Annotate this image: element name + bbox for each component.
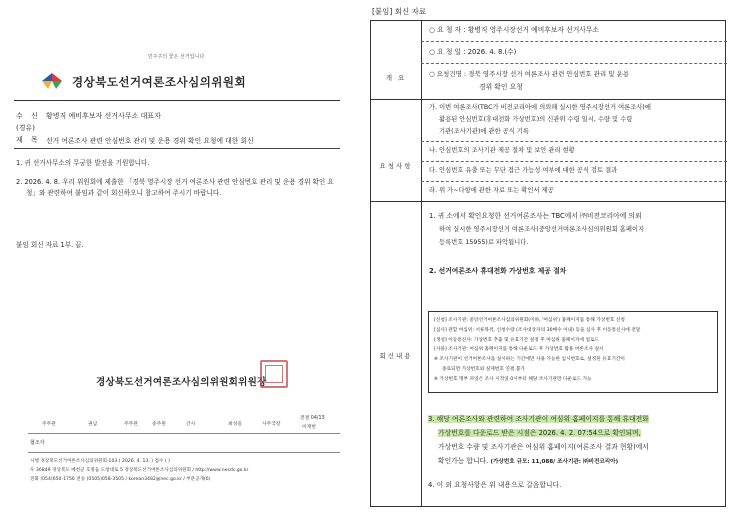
request-item-ga-3: 기관(조사기관)에 관한 공식 기록 [439, 128, 529, 135]
request-item-ra: 라. 위 가~다항에 관한 자료 또는 확인서 제공 [429, 187, 554, 194]
via-row [16, 123, 35, 133]
virtual-number-summary: (가상번호 규모: 11,088/ 조사기관: ㈜비전코리아) [490, 459, 619, 465]
approval-name-2: 송주원 [152, 422, 166, 427]
recipient-value: 황병직 예비후보자 선거사무소 대표자 [46, 112, 161, 120]
cooperator-label: 협조자 [30, 440, 45, 446]
header-divider [14, 100, 340, 101]
official-reply-letter [0, 0, 352, 517]
overview-request-gist-1: ○ 요청건명 : 경북 영주시장 선거 여론조사 관련 안심번호 관리 및 운용 [429, 70, 630, 78]
procedure-box [428, 311, 718, 393]
election-commission-logo-icon [40, 71, 64, 91]
procedure-note-1: ※ 조사기관이 선거여론조사를 실시하는 기간에만 사용 가능한 임시번호로, 설정된 유효기간이 [434, 357, 625, 363]
reply-item-3-line-1-text: 3. 해당 여론조사와 관련하여 조사기관이 여심위 홈페이지를 통해 휴대전화 [428, 415, 649, 423]
reply-item-3-line-3: 가상번호 수량 및 조사기관은 여심위 홈페이지(여론조사 결과 현황)에서 [438, 443, 649, 451]
reply-item-1-line-2: 하여 실시한 영주시장선거 여론조사(중앙선거여론조사심의위원회 홈페이지 [439, 226, 645, 233]
approval-divider [28, 433, 340, 434]
footer-line-3: 전화 (054)650-1756 전송 (0505)058-3505 / korean3482@nec.go.kr / 부분공개(6) [30, 477, 211, 482]
subject-value: 선거 여론조사 관련 안심번호 관리 및 운용 경위 확인 요청에 대한 회신 [46, 137, 254, 145]
attachment-caption: [붙임] 회신 자료 [372, 7, 427, 16]
overview-request-date: ○ 요 청 일 : 2026. 4. 8.(수) [429, 48, 517, 56]
reply-item-3-line-4-text: 확인가능 합니다. [438, 457, 489, 465]
paragraph-2: 2. 2026. 4. 8. 우리 위원회에 제출한 「경북 영주시장 선거 여론조사 관련 안심번호 관리 및 운용 경위 확인 요청」와 관련하여 붙임과 같이 회신하오니 참고하여 주시기 바랍니다. [16, 178, 334, 197]
procedure-step-use: [사용] 조사기관: 여심위 홈페이지를 통해 다운로드 후 가상번호 활용 여론조사 실시 [434, 347, 604, 353]
reply-item-1-line-1: 1. 귀 소에서 확인요청한 선거여론조사는 TBC에서 ㈜비전코리아에 의뢰 [429, 212, 642, 220]
request-row-divider-1 [421, 141, 727, 142]
section-label-overview: 개 요 [385, 74, 407, 82]
request-row-divider-3 [421, 181, 727, 182]
reply-item-3-line-2 [438, 428, 720, 439]
recipient-label: 수 신 [16, 112, 41, 120]
procedure-step-review: [심사] 관할 여심위: 서류목적, 신청수량 (조사대상자의 30배수 이내) 등을 심사 후 이동통신사에 전달 [434, 327, 641, 333]
overview-row-divider-2 [421, 63, 727, 64]
request-row-divider-2 [421, 161, 727, 162]
reply-attachment [370, 0, 730, 517]
approval-role-1: 주무관 [42, 422, 56, 427]
approval-name-4: 이재헌 [302, 425, 316, 430]
procedure-step-apply: [신청] 조사기관: 중앙선거여론조사심의위원회(이하, '여심위') 홈페이지를 통해 가상번호 신청 [434, 318, 625, 323]
section-divider-2 [371, 201, 725, 202]
reply-item-3-line-2-text: 가상번호를 다운로드 받은 시점은 2026. 4. 2. 07:54으로 확인되며, [438, 429, 641, 437]
procedure-title: 2. 선거여론조사 휴대전화 가상번호 제공 절차 [429, 267, 567, 275]
request-item-na: 나. 안심번호의 조사기관 제공 절차 및 보안 관리 현황 [429, 147, 575, 154]
section-divider-1 [371, 99, 725, 100]
request-item-da: 다. 안심번호 유출 또는 무단 접근 가능성 여부에 대한 공식 검토 결과 [429, 167, 618, 174]
approval-role-4: 사무국장 [262, 422, 281, 427]
via-label: (경유) [16, 124, 35, 132]
motto-text: 민주주의 꽃은 선거입니다 [147, 54, 205, 60]
approval-date: 전결 04/13 [300, 416, 325, 421]
approval-role-3: 간사 [186, 422, 196, 427]
approval-name-3: 최성길 [228, 422, 242, 427]
overview-request-gist-2: 경위 확인 요청 [479, 83, 523, 91]
reply-item-4: 4. 이 외 요청사항은 위 내용으로 갈음합니다. [428, 481, 562, 489]
overview-requester: ○ 요 청 자 : 황병직 영주시장선거 예비후보자 선거사무소 [429, 26, 599, 34]
procedure-step-generate: [생성] 이동통신사: 가상번호 추출 및 유효기간 설정 후 여심위 홈페이지에 업로드 [434, 337, 600, 343]
overview-row-divider-1 [421, 41, 727, 42]
reply-item-3-line-1 [428, 414, 720, 425]
signatory-title: 경상북도선거여론조사심의위원회위원장 [96, 377, 267, 388]
paragraph-1: 1. 귀 선거사무소의 무궁한 발전을 기원합니다. [16, 159, 150, 167]
approval-role-2: 주무관 [124, 422, 138, 427]
approval-name-1: 권남 [88, 422, 98, 427]
section-label-requests: 요청사항 [379, 162, 413, 170]
section-label-reply: 회신내용 [379, 352, 413, 360]
table-column-divider [421, 21, 422, 506]
attachment-line: 붙임 회신 자료 1부. 끝. [16, 241, 84, 249]
recipient-row [16, 111, 161, 121]
subject-divider [14, 148, 340, 149]
procedure-note-2: ※ 가상번호 명부 파일은 조사 시작일 0시부터 해당 조사기관만 다운로드 가능 [434, 376, 592, 382]
request-item-ga-1: 가. 이번 여론조사(TBC가 비전코리아에 의뢰해 실시한 영주시장선거 여론조사)에 [429, 104, 651, 111]
procedure-note-1-cont: 종료되면 가상번호와 실제번호 연결 불가 [442, 366, 525, 372]
organization-title: 경상북도선거여론조사심의위원회 [72, 75, 247, 89]
request-item-ga-2: 활용된 안심번호(휴대전화 가상번호)의 신관위 수령 일시, 수량 및 수령 [439, 116, 633, 123]
subject-label: 제 목 [16, 136, 41, 144]
footer-line-2: 우 36849 경상북도 예천군 호명읍 도청대로 5 경상북도선거여론조사심의위원회 / http://www.nesdc.go.kr [30, 468, 249, 473]
footer-line-1: 시행 경상북도선거여론조사심의위원회-103 ( 2026. 4. 13. ) 접수 ( ) [30, 459, 170, 464]
reply-item-1-line-3: 등록번호 15955)로 파악됩니다. [439, 239, 529, 246]
subject-row [16, 135, 254, 145]
reply-item-3-line-4 [438, 456, 720, 468]
official-seal-icon [260, 360, 288, 388]
footer-divider [28, 452, 340, 453]
